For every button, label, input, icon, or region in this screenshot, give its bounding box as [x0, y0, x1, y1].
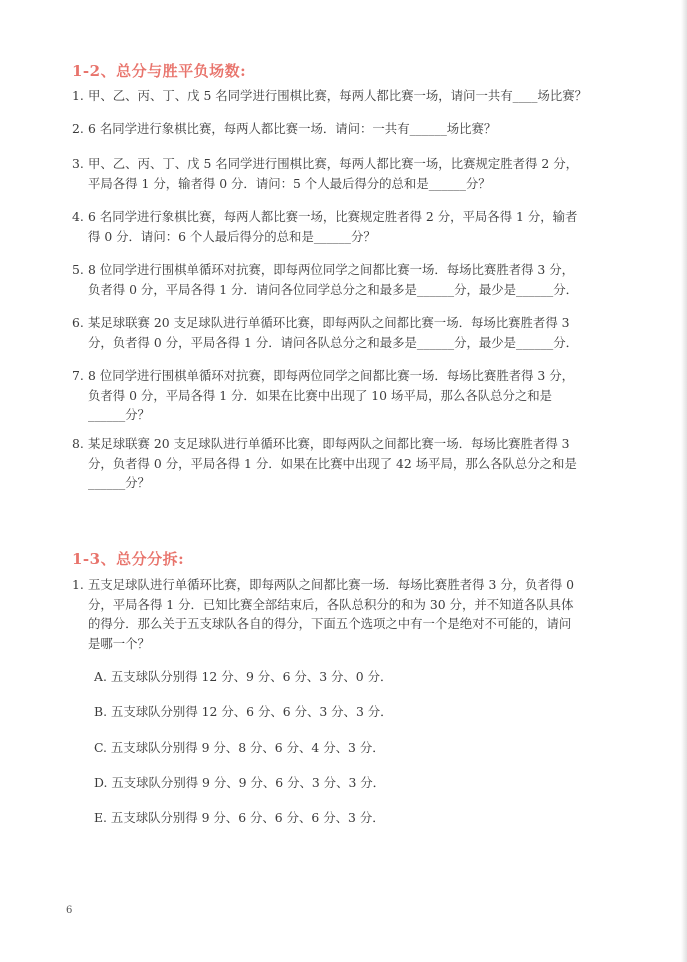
question-line [72, 207, 617, 227]
question-text: 某足球联赛 20 支足球队进行单循环比赛，即每两队之间都比赛一场．每场比赛胜者得 3 [88, 436, 570, 451]
question-text: 负者得 0 分，平局各得 1 分．如果在比赛中出现了 10 场平局，那么各队总分之和是 [88, 387, 553, 403]
question-number: 8. [72, 436, 84, 451]
option-d: D. 五支球队分别得 9 分、9 分、6 分、3 分、3 分． [94, 775, 386, 790]
question-number: 7. [72, 368, 84, 383]
question-number: 2. [72, 121, 84, 136]
question-text: 8 位同学进行围棋单循环对抗赛，即每两位同学之间都比赛一场．每场比赛胜者得 3 分， [88, 368, 575, 383]
question-text: 得 0 分．请问：6 个人最后得分的总和是______分？ [88, 228, 376, 244]
question-number: 4. [72, 209, 84, 224]
question-text: 是哪一个？ [88, 635, 150, 651]
question-text: 某足球联赛 20 支足球队进行单循环比赛，即每两队之间都比赛一场．每场比赛胜者得 3 [88, 315, 570, 330]
question-text: 分，平局各得 1 分．已知比赛全部结束后，各队总积分的和为 30 分，并不知道各队具体 [88, 596, 574, 612]
question-number: 3. [72, 156, 84, 171]
page-edge-shadow [681, 0, 687, 962]
question-text: 分，负者得 0 分，平局各得 1 分．如果在比赛中出现了 42 场平局，那么各队总分之和是 [88, 455, 577, 471]
question-1 [72, 86, 617, 106]
question-text: 分，负者得 0 分，平局各得 1 分．请问各队总分之和最多是______分，最少是______分． [88, 334, 578, 350]
question-line [72, 86, 617, 106]
question-number: 6. [72, 315, 84, 330]
question-4 [72, 207, 617, 246]
question-7 [72, 366, 617, 425]
question-5 [72, 260, 617, 299]
question-text: 甲、乙、丙、丁、戊 5 名同学进行围棋比赛，每两人都比赛一场，比赛规定胜者得 2 分， [88, 156, 578, 171]
question-6 [72, 313, 617, 352]
question-line [72, 260, 617, 280]
question-number: 5. [72, 262, 84, 277]
question-line [72, 119, 617, 139]
question-text: ______分？ [88, 407, 150, 422]
option-c: C. 五支球队分别得 9 分、8 分、6 分、4 分、3 分． [94, 740, 385, 755]
page-number: 6 [66, 905, 73, 916]
question-text: 8 位同学进行围棋单循环对抗赛，即每两位同学之间都比赛一场．每场比赛胜者得 3 分， [88, 262, 575, 277]
option-e: E. 五支球队分别得 9 分、6 分、6 分、6 分、3 分． [94, 810, 385, 825]
question-text: 负者得 0 分，平局各得 1 分．请问各位同学总分之和最多是______分，最少是______分． [88, 281, 578, 297]
question-line [72, 366, 617, 386]
question-text: 平局各得 1 分，输者得 0 分．请问：5 个人最后得分的总和是______分？ [88, 175, 491, 191]
question-text: 甲、乙、丙、丁、戊 5 名同学进行围棋比赛，每两人都比赛一场，请问一共有____场比赛？ [88, 88, 587, 103]
question-text: ______分？ [88, 475, 150, 490]
option-b: B. 五支球队分别得 12 分、6 分、6 分、3 分、3 分． [94, 704, 393, 719]
question-line [72, 434, 617, 454]
question-text: 五支足球队进行单循环比赛，即每两队之间都比赛一场．每场比赛胜者得 3 分，负者得 0 [88, 577, 575, 592]
question-text: 6 名同学进行象棋比赛，每两人都比赛一场，比赛规定胜者得 2 分，平局各得 1 分，输者 [88, 209, 578, 224]
question-line [72, 154, 617, 174]
question-text: 6 名同学进行象棋比赛，每两人都比赛一场．请问：一共有______场比赛？ [88, 121, 497, 136]
question-number: 1. [72, 88, 84, 103]
question-line [72, 313, 617, 333]
question-8 [72, 434, 617, 493]
question-line [72, 575, 617, 595]
question-number: 1. [72, 577, 84, 592]
section-heading-1-2: 1-2、总分与胜平负场数: [72, 62, 247, 80]
question-2 [72, 119, 617, 139]
option-a: A. 五支球队分别得 12 分、9 分、6 分、3 分、0 分． [94, 669, 393, 684]
question-3 [72, 154, 617, 193]
question-partition-1 [72, 575, 617, 653]
section-heading-1-3: 1-3、总分分拆: [72, 550, 185, 568]
question-text: 的得分．那么关于五支球队各自的得分，下面五个选项之中有一个是绝对不可能的，请问 [88, 616, 572, 631]
